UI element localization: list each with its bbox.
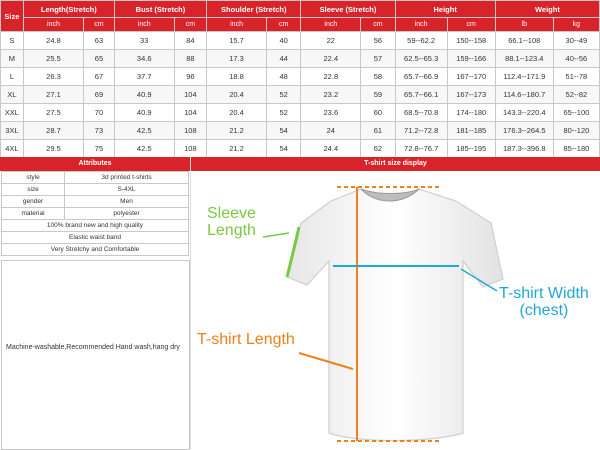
care-instructions: Machine-washable,Recommended Hand wash,hang dry <box>6 344 180 351</box>
size-label: M <box>1 50 24 68</box>
size-value: 112.4--171.9 <box>495 68 553 86</box>
size-value: 29.5 <box>23 140 83 158</box>
attributes-table <box>1 171 189 256</box>
feature-text: 100% brand new and high quality <box>2 220 189 232</box>
sleeve-arrow <box>263 233 289 237</box>
size-value: 108 <box>174 140 206 158</box>
size-value: 40--56 <box>553 50 599 68</box>
size-value: 22.4 <box>301 50 361 68</box>
attribute-row <box>2 196 189 208</box>
size-value: 68.5--70.8 <box>395 104 447 122</box>
size-value: 61 <box>361 122 395 140</box>
size-value: 21.2 <box>207 122 267 140</box>
unit-cell: cm <box>361 18 395 32</box>
size-value: 88 <box>174 50 206 68</box>
size-row <box>1 122 600 140</box>
size-row <box>1 32 600 50</box>
size-value: 59 <box>361 86 395 104</box>
size-value: 159--166 <box>447 50 495 68</box>
size-value: 40 <box>267 32 301 50</box>
size-value: 58 <box>361 68 395 86</box>
size-value: 25.5 <box>23 50 83 68</box>
size-value: 108 <box>174 122 206 140</box>
unit-cell: cm <box>174 18 206 32</box>
sleeve-length-label: Sleeve Length <box>207 205 256 239</box>
size-value: 143.3--220.4 <box>495 104 553 122</box>
size-value: 24 <box>301 122 361 140</box>
size-label: XXL <box>1 104 24 122</box>
size-value: 104 <box>174 104 206 122</box>
attribute-value: polyester <box>65 208 189 220</box>
size-value: 54 <box>267 140 301 158</box>
size-value: 48 <box>267 68 301 86</box>
size-value: 24.8 <box>23 32 83 50</box>
size-value: 85--180 <box>553 140 599 158</box>
size-value: 56 <box>361 32 395 50</box>
size-value: 71.2--72.8 <box>395 122 447 140</box>
size-value: 20.4 <box>207 86 267 104</box>
unit-cell: inch <box>114 18 174 32</box>
attribute-value: Men <box>65 196 189 208</box>
bust-header: Bust (Stretch) <box>114 1 206 18</box>
attribute-row <box>2 172 189 184</box>
size-value: 96 <box>174 68 206 86</box>
size-value: 187.3--396.8 <box>495 140 553 158</box>
size-row <box>1 50 600 68</box>
unit-cell: cm <box>84 18 115 32</box>
size-value: 181--185 <box>447 122 495 140</box>
size-label: 4XL <box>1 140 24 158</box>
size-value: 44 <box>267 50 301 68</box>
size-value: 114.6--180.7 <box>495 86 553 104</box>
size-value: 60 <box>361 104 395 122</box>
attribute-value: S-4XL <box>65 184 189 196</box>
attribute-key: size <box>2 184 65 196</box>
size-value: 75 <box>84 140 115 158</box>
size-value: 20.4 <box>207 104 267 122</box>
size-value: 18.8 <box>207 68 267 86</box>
unit-cell: cm <box>447 18 495 32</box>
size-value: 57 <box>361 50 395 68</box>
size-value: 27.5 <box>23 104 83 122</box>
weight-header: Weight <box>495 1 599 18</box>
size-value: 65.7--66.1 <box>395 86 447 104</box>
size-value: 51--78 <box>553 68 599 86</box>
shoulder-header: Shoulder (Stretch) <box>207 1 301 18</box>
attribute-row <box>2 184 189 196</box>
size-row <box>1 86 600 104</box>
tshirt-length-label: T-shirt Length <box>197 331 295 348</box>
feature-text: Elastic waist band <box>2 232 189 244</box>
unit-cell: inch <box>23 18 83 32</box>
size-value: 28.7 <box>23 122 83 140</box>
size-value: 23.6 <box>301 104 361 122</box>
size-value: 104 <box>174 86 206 104</box>
feature-row <box>2 232 189 244</box>
size-value: 65.7--66.9 <box>395 68 447 86</box>
attribute-key: style <box>2 172 65 184</box>
size-chart-table <box>0 0 600 158</box>
size-value: 23.2 <box>301 86 361 104</box>
size-value: 59--62.2 <box>395 32 447 50</box>
feature-text: Very Stretchy and Comfortable <box>2 244 189 256</box>
height-header: Height <box>395 1 495 18</box>
attribute-key: gender <box>2 196 65 208</box>
size-value: 27.1 <box>23 86 83 104</box>
size-value: 65 <box>84 50 115 68</box>
attribute-row <box>2 208 189 220</box>
size-value: 66.1--108 <box>495 32 553 50</box>
feature-row <box>2 244 189 256</box>
size-row <box>1 68 600 86</box>
size-value: 54 <box>267 122 301 140</box>
size-value: 17.3 <box>207 50 267 68</box>
size-value: 33 <box>114 32 174 50</box>
attribute-key: material <box>2 208 65 220</box>
size-value: 63 <box>84 32 115 50</box>
size-value: 24.4 <box>301 140 361 158</box>
size-value: 52 <box>267 86 301 104</box>
size-label: S <box>1 32 24 50</box>
unit-cell: inch <box>207 18 267 32</box>
attributes-panel <box>0 157 191 449</box>
size-value: 84 <box>174 32 206 50</box>
tshirt-width-label: T-shirt Width (chest) <box>499 285 589 319</box>
units-row <box>1 18 600 32</box>
size-label: L <box>1 68 24 86</box>
feature-row <box>2 220 189 232</box>
size-value: 67 <box>84 68 115 86</box>
unit-cell: lb <box>495 18 553 32</box>
size-row <box>1 140 600 158</box>
size-value: 72.8--76.7 <box>395 140 447 158</box>
size-header: Size <box>1 1 24 32</box>
unit-cell: inch <box>395 18 447 32</box>
size-value: 167--173 <box>447 86 495 104</box>
care-box <box>1 260 190 450</box>
sleeve-header: Sleeve (Stretch) <box>301 1 395 18</box>
size-value: 40.9 <box>114 86 174 104</box>
length-header: Length(Stretch) <box>23 1 114 18</box>
size-value: 37.7 <box>114 68 174 86</box>
size-value: 174--180 <box>447 104 495 122</box>
size-label: XL <box>1 86 24 104</box>
attribute-value: 3d printed t-shirts <box>65 172 189 184</box>
display-title: T-shirt size display <box>191 157 600 171</box>
size-value: 167--170 <box>447 68 495 86</box>
size-value: 42.5 <box>114 122 174 140</box>
tshirt-shape <box>287 189 503 441</box>
size-value: 70 <box>84 104 115 122</box>
unit-cell: inch <box>301 18 361 32</box>
size-value: 42.5 <box>114 140 174 158</box>
unit-cell: kg <box>553 18 599 32</box>
size-value: 62.5--65.3 <box>395 50 447 68</box>
size-value: 150--158 <box>447 32 495 50</box>
size-value: 15.7 <box>207 32 267 50</box>
size-row <box>1 104 600 122</box>
size-value: 69 <box>84 86 115 104</box>
size-value: 34.6 <box>114 50 174 68</box>
size-value: 21.2 <box>207 140 267 158</box>
size-value: 22.8 <box>301 68 361 86</box>
size-value: 88.1--123.4 <box>495 50 553 68</box>
size-value: 73 <box>84 122 115 140</box>
size-value: 22 <box>301 32 361 50</box>
size-value: 176.3--264.5 <box>495 122 553 140</box>
size-value: 26.3 <box>23 68 83 86</box>
size-value: 52--82 <box>553 86 599 104</box>
size-label: 3XL <box>1 122 24 140</box>
size-value: 30--49 <box>553 32 599 50</box>
size-value: 40.9 <box>114 104 174 122</box>
tshirt-display-panel <box>191 157 600 449</box>
unit-cell: cm <box>267 18 301 32</box>
size-value: 62 <box>361 140 395 158</box>
size-value: 52 <box>267 104 301 122</box>
size-value: 65--100 <box>553 104 599 122</box>
size-value: 80--120 <box>553 122 599 140</box>
attributes-title: Attributes <box>0 157 190 171</box>
size-value: 185--195 <box>447 140 495 158</box>
